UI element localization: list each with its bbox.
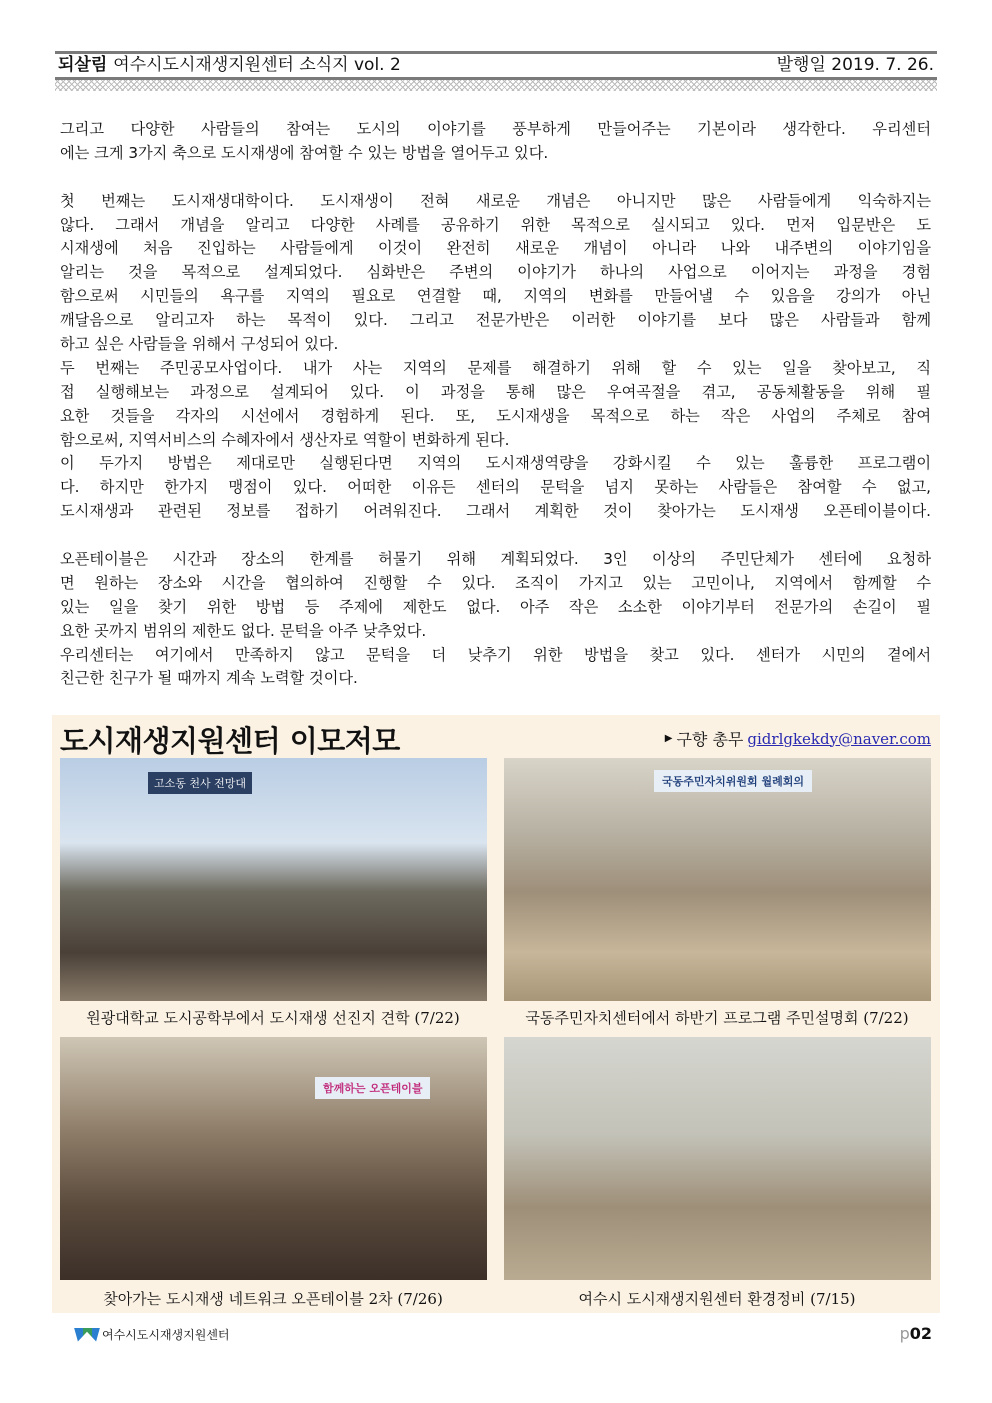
text-line: 첫 번째는 도시재생대학이다. 도시재생이 전혀 새로운 개념은 아니지만 많은 사람들에게 익숙하지는 <box>60 191 931 210</box>
text-line: 시재생에 처음 진입하는 사람들에게 이것이 완전히 새로운 개념이 아니라 나와 내주변의 이야기임을 <box>60 239 931 258</box>
center-logo-icon <box>74 1328 100 1342</box>
article-body <box>60 118 931 691</box>
blank-line <box>60 524 931 548</box>
text-line: 하고 싶은 사람들을 위해서 구성되어 있다. <box>60 335 339 354</box>
text-line: 요한 곳까지 범위의 제한도 없다. 문턱을 아주 낮추었다. <box>60 621 427 640</box>
photo-caption: 원광대학교 도시공학부에서 도시재생 선진지 견학 (7/22) <box>86 1009 460 1027</box>
text-line: 요한 것들을 각자의 시선에서 경험하게 된다. 또, 도시재생을 목적으로 하는 작은 사업의 주체로 참여 <box>60 406 931 425</box>
text-line: 에는 크게 3가지 축으로 도시재생에 참여할 수 있는 방법을 열어두고 있다. <box>60 143 549 162</box>
text-line: 다. 하지만 한가지 맹점이 있다. 어떠한 이유든 센터의 문턱을 넘지 못하는 사람들은 참여할 수 없고, <box>60 478 931 497</box>
newsletter-header <box>58 54 934 76</box>
text-line: 있는 일을 찾기 위한 방법 등 주제에 제한도 없다. 아주 작은 소소한 이야기부터 전문가의 손길이 필 <box>60 597 931 616</box>
photo-sign: 국동주민자치위원회 월례회의 <box>654 770 812 792</box>
gallery-contact <box>665 727 931 750</box>
newsletter-title: 여수시도시재생지원센터 소식지 vol. 2 <box>113 55 401 75</box>
text-line: 우리센터는 여기에서 만족하지 않고 문턱을 더 낮추기 위한 방법을 찾고 있다. 센터가 시민의 곁에서 <box>60 645 931 664</box>
photo-caption: 찾아가는 도시재생 네트워크 오픈테이블 2차 (7/26) <box>103 1290 443 1308</box>
text-line: 않다. 그래서 개념을 알리고 다양한 사례를 공유하기 위한 목적으로 실시되고 있다. 먼저 입문반은 도 <box>60 215 931 234</box>
gallery-title: 도시재생지원센터 이모저모 <box>60 724 400 758</box>
text-line: 두 번째는 주민공모사업이다. 내가 사는 지역의 문제를 해결하기 위해 할 수 있는 일을 찾아보고, 직 <box>60 358 931 377</box>
footer-logo <box>74 1326 230 1343</box>
issue-date: 발행일 2019. 7. 26. <box>776 55 934 75</box>
blank-line <box>60 166 931 190</box>
photo-caption: 국동주민자치센터에서 하반기 프로그램 주민설명회 (7/22) <box>525 1009 909 1027</box>
header-hatch-band <box>55 80 937 91</box>
page-prefix: p <box>899 1324 910 1343</box>
text-line: 면 원하는 장소와 시간을 협의하여 진행할 수 있다. 조직이 가지고 있는 고민이나, 지역에서 함께할 수 <box>60 573 931 592</box>
photo-sign: 함께하는 오픈테이블 <box>315 1077 430 1099</box>
brand-name: 되살림 <box>58 55 108 75</box>
triangle-bullet-icon: ▶ <box>664 733 673 744</box>
photo-gallery-section <box>52 715 940 1313</box>
text-line: 깨달음으로 알리고자 하는 목적이 있다. 그리고 전문가반은 이러한 이야기를 보다 많은 사람들과 함께 <box>60 311 931 330</box>
page-num: 02 <box>909 1324 932 1343</box>
text-line: 도시재생과 관련된 정보를 접하기 어려워진다. 그래서 계획한 것이 찾아가는 도시재생 오픈테이블이다. <box>60 502 931 521</box>
page-number <box>900 1324 932 1343</box>
header-title-group <box>58 54 401 76</box>
text-line: 함으로써, 지역서비스의 수혜자에서 생산자로 역할이 변화하게 된다. <box>60 430 510 449</box>
text-line: 접 실행해보는 과정으로 설계되어 있다. 이 과정을 통해 많은 우여곡절을 겪고, 공동체활동을 위해 필 <box>60 382 931 401</box>
text-line: 그리고 다양한 사람들의 참여는 도시의 이야기를 풍부하게 만들어주는 기본이라 생각한다. 우리센터 <box>60 120 931 138</box>
photo-campus-tour <box>60 758 487 1001</box>
contact-label: 구향 총무 <box>676 730 744 749</box>
photo-briefing-session <box>504 758 931 1001</box>
text-line: 이 두가지 방법은 제대로만 실행된다면 지역의 도시재생역량을 강화시킬 수 있는 훌륭한 프로그램이 <box>60 454 931 473</box>
text-line: 함으로써 시민들의 욕구를 지역의 필요로 연결할 때, 지역의 변화를 만들어낼 수 있음을 강의가 아닌 <box>60 287 931 306</box>
text-line: 알리는 것을 목적으로 설계되었다. 심화반은 주변의 이야기가 하나의 사업으로 이어지는 과정을 경험 <box>60 263 931 282</box>
footer-org-name: 여수시도시재생지원센터 <box>102 1328 230 1342</box>
photo-cleanup <box>504 1037 931 1280</box>
contact-email-link[interactable]: gidrlgkekdy@naver.com <box>747 729 931 748</box>
photo-caption: 여수시 도시재생지원센터 환경정비 (7/15) <box>578 1290 856 1308</box>
photo-open-table <box>60 1037 487 1280</box>
text-line: 오픈테이블은 시간과 장소의 한계를 허물기 위해 계획되었다. 3인 이상의 주민단체가 센터에 요청하 <box>60 550 931 569</box>
photo-sign: 고소동 천사 전망대 <box>148 772 252 794</box>
text-line: 친근한 친구가 될 때까지 계속 노력할 것이다. <box>60 669 358 688</box>
